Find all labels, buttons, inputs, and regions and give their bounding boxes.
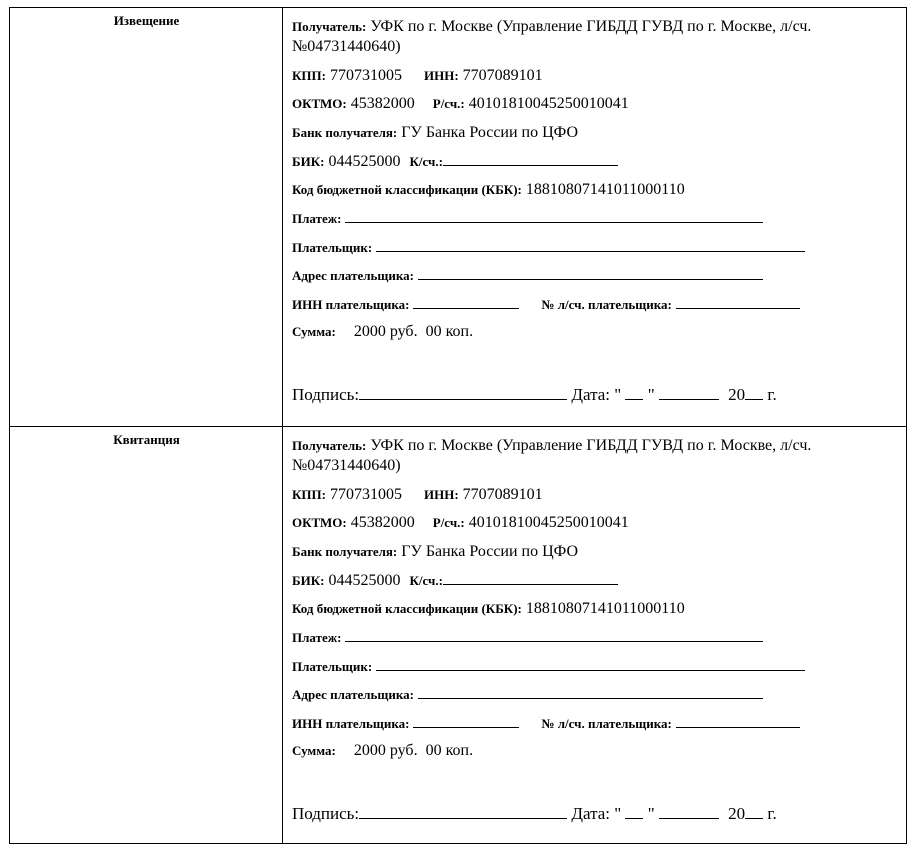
bik-ks-line <box>292 570 618 591</box>
payer-address-label: Адрес плательщика: <box>292 687 415 702</box>
inn-value: 7707089101 <box>462 67 543 84</box>
recipient-value: УФК по г. Москве (Управление ГИБДД ГУВД по г. Москве, л/сч. <box>370 18 812 35</box>
oktmo-rs-line <box>292 94 629 114</box>
kbk-line <box>292 599 685 619</box>
sum-value: 2000 руб. 00 коп. <box>353 742 474 759</box>
payer-account-label: № л/сч. плательщика: <box>541 297 672 312</box>
payer-address-line <box>292 265 763 286</box>
payer-inn-label: ИНН плательщика: <box>292 297 410 312</box>
bik-value: 044525000 <box>328 153 401 170</box>
payer-inn-line <box>292 713 800 734</box>
signature-label: Подпись: <box>292 804 360 823</box>
kpp-value: 770731005 <box>329 67 402 84</box>
rs-value: 40101810045250010041 <box>468 514 629 531</box>
year-suffix: г. <box>767 385 777 404</box>
payer-address-line <box>292 684 763 705</box>
date-label: Дата: " <box>571 804 622 823</box>
recipient-account: №04731440640) <box>292 38 401 55</box>
year-prefix: 20 <box>728 804 746 823</box>
payer-inn-label: ИНН плательщика: <box>292 716 410 731</box>
recipient-account: №04731440640) <box>292 457 401 474</box>
year-blank[interactable] <box>745 804 763 819</box>
payer-account-blank[interactable] <box>676 713 800 728</box>
payer-inn-blank[interactable] <box>413 294 519 309</box>
signature-line <box>292 385 777 405</box>
bik-ks-line <box>292 151 618 172</box>
oktmo-label: ОКТМО: <box>292 515 347 530</box>
date-day-blank[interactable] <box>625 804 643 819</box>
date-quote: " <box>647 385 655 404</box>
bank-label: Банк получателя: <box>292 544 398 559</box>
oktmo-value: 45382000 <box>350 514 415 531</box>
recipient-label: Получатель: <box>292 438 367 453</box>
payer-address-blank[interactable] <box>418 265 763 280</box>
notice-section <box>10 8 906 426</box>
payer-account-blank[interactable] <box>676 294 800 309</box>
kpp-label: КПП: <box>292 68 326 83</box>
signature-blank[interactable] <box>359 385 567 400</box>
year-blank[interactable] <box>745 385 763 400</box>
bik-value: 044525000 <box>328 572 401 589</box>
receipt-section <box>10 426 906 844</box>
bik-label: БИК: <box>292 154 325 169</box>
oktmo-rs-line <box>292 513 629 533</box>
payment-label: Платеж: <box>292 211 342 226</box>
payment-line <box>292 627 763 648</box>
bank-value: ГУ Банка России по ЦФО <box>401 543 579 560</box>
payer-inn-blank[interactable] <box>413 713 519 728</box>
year-prefix: 20 <box>728 385 746 404</box>
recipient-value: УФК по г. Москве (Управление ГИБДД ГУВД по г. Москве, л/сч. <box>370 437 812 454</box>
payer-address-blank[interactable] <box>418 684 763 699</box>
rs-label: Р/сч.: <box>432 96 465 111</box>
year-suffix: г. <box>767 804 777 823</box>
date-quote: " <box>647 804 655 823</box>
receipt-details <box>292 427 904 844</box>
sum-line <box>292 741 473 761</box>
date-month-blank[interactable] <box>659 804 719 819</box>
oktmo-label: ОКТМО: <box>292 96 347 111</box>
kbk-line <box>292 180 685 200</box>
payment-blank[interactable] <box>345 208 763 223</box>
kbk-value: 18810807141011000110 <box>525 181 685 198</box>
rs-label: Р/сч.: <box>432 515 465 530</box>
kpp-value: 770731005 <box>329 486 402 503</box>
signature-line <box>292 804 777 824</box>
payer-label: Плательщик: <box>292 659 373 674</box>
payer-line <box>292 237 805 258</box>
date-label: Дата: " <box>571 385 622 404</box>
inn-value: 7707089101 <box>462 486 543 503</box>
kbk-label: Код бюджетной классификации (КБК): <box>292 182 522 197</box>
date-month-blank[interactable] <box>659 385 719 400</box>
ks-blank[interactable] <box>443 570 618 585</box>
payment-line <box>292 208 763 229</box>
notice-details <box>292 8 904 426</box>
sum-label: Сумма: <box>292 743 336 758</box>
kpp-label: КПП: <box>292 487 326 502</box>
bank-label: Банк получателя: <box>292 125 398 140</box>
recipient-line <box>292 436 811 456</box>
notice-label-cell <box>10 8 283 426</box>
date-day-blank[interactable] <box>625 385 643 400</box>
sum-value: 2000 руб. 00 коп. <box>353 323 474 340</box>
inn-label: ИНН: <box>423 68 459 83</box>
payer-blank[interactable] <box>376 237 805 252</box>
oktmo-value: 45382000 <box>350 95 415 112</box>
rs-value: 40101810045250010041 <box>468 95 629 112</box>
bank-line <box>292 542 578 562</box>
bik-label: БИК: <box>292 573 325 588</box>
ks-label: К/сч.: <box>409 573 443 588</box>
payment-blank[interactable] <box>345 627 763 642</box>
kpp-inn-line <box>292 485 543 505</box>
payer-account-label: № л/сч. плательщика: <box>541 716 672 731</box>
kbk-value: 18810807141011000110 <box>525 600 685 617</box>
signature-label: Подпись: <box>292 385 360 404</box>
bank-line <box>292 123 578 143</box>
payer-inn-line <box>292 294 800 315</box>
kbk-label: Код бюджетной классификации (КБК): <box>292 601 522 616</box>
payer-line <box>292 656 805 677</box>
receipt-label-cell <box>10 427 283 844</box>
recipient-line <box>292 17 811 37</box>
bank-value: ГУ Банка России по ЦФО <box>401 124 579 141</box>
recipient-line-2 <box>292 456 401 476</box>
inn-label: ИНН: <box>423 487 459 502</box>
payer-address-label: Адрес плательщика: <box>292 268 415 283</box>
receipt-label: Квитанция <box>113 432 180 447</box>
kpp-inn-line <box>292 66 543 86</box>
sum-label: Сумма: <box>292 324 336 339</box>
payer-label: Плательщик: <box>292 240 373 255</box>
signature-blank[interactable] <box>359 804 567 819</box>
notice-label: Извещение <box>113 13 180 28</box>
ks-label: К/сч.: <box>409 154 443 169</box>
payment-form <box>9 7 907 844</box>
sum-line <box>292 322 473 342</box>
payer-blank[interactable] <box>376 656 805 671</box>
ks-blank[interactable] <box>443 151 618 166</box>
payment-label: Платеж: <box>292 630 342 645</box>
recipient-label: Получатель: <box>292 19 367 34</box>
recipient-line-2 <box>292 37 401 57</box>
